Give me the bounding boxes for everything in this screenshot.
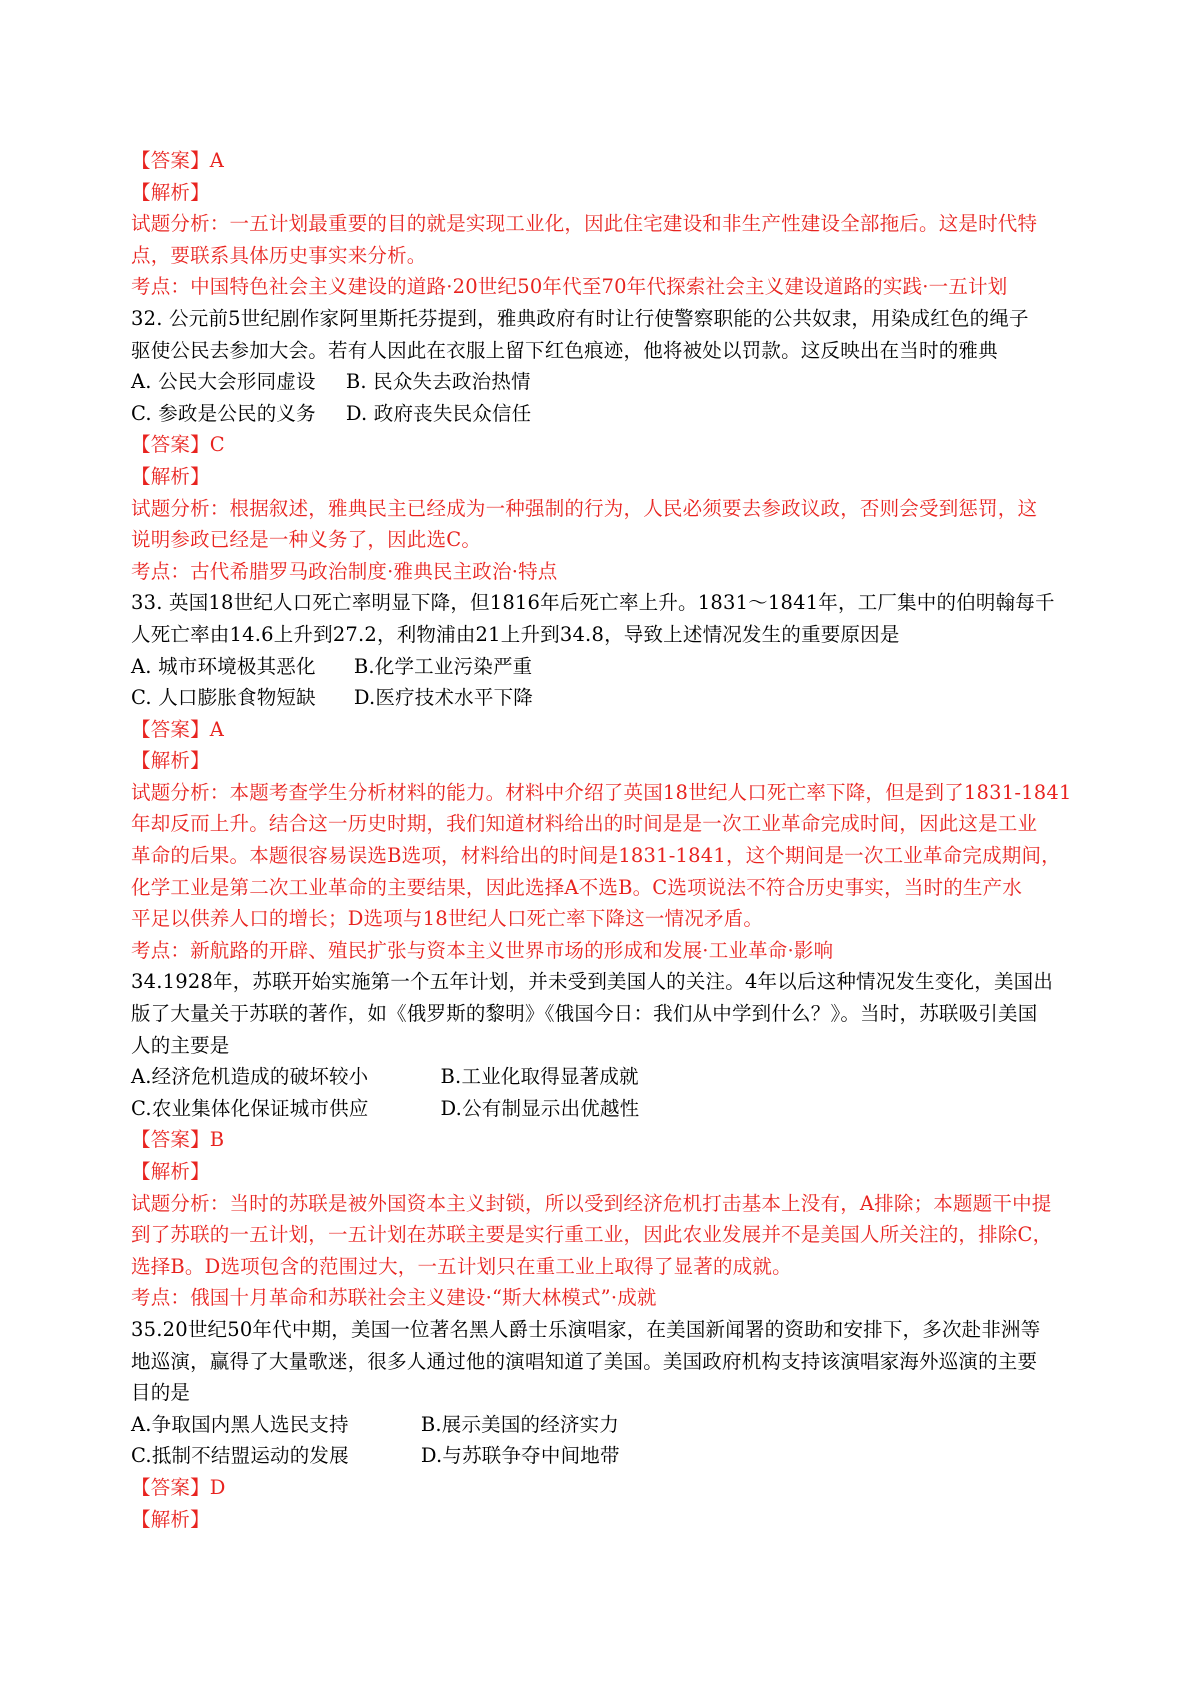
analysis-header: 【解析】 — [131, 1507, 210, 1531]
answer-options-row — [131, 682, 1091, 714]
analysis-text-line: 点，要联系具体历史事实来分析。 — [131, 243, 427, 267]
option-item: A.争取国内黑人选民支持 — [131, 1412, 349, 1436]
knowledge-point: 考点：中国特色社会主义建设的道路·20世纪50年代至70年代探索社会主义建设道路的实践·一五计划 — [131, 275, 1008, 299]
question-stem-line: 目的是 — [131, 1381, 191, 1405]
option-item: B.工业化取得显著成就 — [440, 1065, 639, 1089]
option-item: C.抵制不结盟运动的发展 — [131, 1444, 349, 1468]
option-item: B.化学工业污染严重 — [353, 654, 533, 678]
answer-options-row — [131, 1093, 1091, 1125]
analysis-header: 【解析】 — [131, 749, 210, 773]
knowledge-point: 考点：新航路的开辟、殖民扩张与资本主义世界市场的形成和发展·工业革命·影响 — [131, 938, 834, 962]
analysis-text-line: 到了苏联的一五计划，一五计划在苏联主要是实行重工业，因此农业发展并不是美国人所关注的，排除C， — [131, 1223, 1053, 1247]
question-stem-line: 33. 英国18世纪人口死亡率明显下降，但1816年后死亡率上升。1831～1841年，工厂集中的伯明翰每千 — [131, 591, 1055, 615]
option-item: C. 人口膨胀食物短缺 — [131, 686, 316, 710]
knowledge-point: 考点：古代希腊罗马政治制度·雅典民主政治·特点 — [131, 559, 558, 583]
analysis-text-line: 说明参政已经是一种义务了，因此选C。 — [131, 528, 482, 552]
analysis-header: 【解析】 — [131, 180, 210, 204]
knowledge-point: 考点：俄国十月革命和苏联社会主义建设·“斯大林模式”·成就 — [131, 1286, 657, 1310]
answer-options-row — [131, 366, 1091, 398]
option-item: D.与苏联争夺中间地带 — [420, 1444, 620, 1468]
analysis-text-line: 平足以供养人口的增长；D选项与18世纪人口死亡率下降这一情况矛盾。 — [131, 907, 764, 931]
answer-options-row — [131, 398, 1091, 430]
answer-label: 【答案】D — [131, 1475, 226, 1499]
question-stem-line: 地巡演，赢得了大量歌迷，很多人通过他的演唱知道了美国。美国政府机构支持该演唱家海外巡演的主要 — [131, 1349, 1038, 1373]
answer-options-row — [131, 1440, 1091, 1472]
analysis-text-line: 革命的后果。本题很容易误选B选项，材料给出的时间是1831-1841，这个期间是一次工业革命完成期间， — [131, 844, 1061, 868]
option-item: D.医疗技术水平下降 — [353, 686, 533, 710]
question-stem-line: 34.1928年，苏联开始实施第一个五年计划，并未受到美国人的关注。4年以后这种情况发生变化，美国出 — [131, 970, 1054, 994]
document-content — [131, 145, 1091, 1535]
analysis-text-line: 年却反而上升。结合这一历史时期，我们知道材料给出的时间是是一次工业革命完成时间，因此这是工业 — [131, 812, 1038, 836]
analysis-text-line: 选择B。D选项包含的范围过大，一五计划只在重工业上取得了显著的成就。 — [131, 1254, 792, 1278]
answer-label: 【答案】C — [131, 433, 225, 457]
analysis-text-line: 化学工业是第二次工业革命的主要结果，因此选择A不选B。C选项说法不符合历史事实，当时的生产水 — [131, 875, 1023, 899]
question-stem-line: 人的主要是 — [131, 1033, 230, 1057]
answer-options-row — [131, 651, 1091, 683]
answer-label: 【答案】B — [131, 1128, 225, 1152]
analysis-text-line: 试题分析：根据叙述，雅典民主已经成为一种强制的行为，人民必须要去参政议政，否则会受到惩罚，这 — [131, 496, 1038, 520]
analysis-text-line: 试题分析：本题考查学生分析材料的能力。材料中介绍了英国18世纪人口死亡率下降，但是到了1831-1841 — [131, 780, 1072, 804]
option-item: A.经济危机造成的破坏较小 — [131, 1065, 369, 1089]
option-item: B.展示美国的经济实力 — [420, 1412, 620, 1436]
answer-label: 【答案】A — [131, 149, 225, 172]
option-item: D.公有制显示出优越性 — [440, 1096, 640, 1120]
answer-label: 【答案】A — [131, 717, 225, 741]
analysis-text-line: 试题分析：一五计划最重要的目的就是实现工业化，因此住宅建设和非生产性建设全部拖后。这是时代特 — [131, 212, 1038, 236]
answer-options-row — [131, 1409, 1091, 1441]
option-item: B. 民众失去政治热情 — [345, 370, 531, 394]
analysis-header: 【解析】 — [131, 1160, 210, 1183]
analysis-text-line: 试题分析：当时的苏联是被外国资本主义封锁，所以受到经济危机打击基本上没有，A排除；本题题干中提 — [131, 1191, 1052, 1215]
question-stem-line: 人死亡率由14.6上升到27.2，利物浦由21上升到34.8，导致上述情况发生的重要原因是 — [131, 622, 900, 646]
question-stem-line: 版了大量关于苏联的著作，如《俄罗斯的黎明》《俄国今日：我们从中学到什么？》。当时，苏联吸引美国 — [131, 1002, 1038, 1026]
option-item: A. 城市环境极其恶化 — [131, 654, 316, 678]
answer-options-row — [131, 1061, 1091, 1093]
analysis-header: 【解析】 — [131, 464, 210, 488]
option-item: D. 政府丧失民众信任 — [345, 401, 532, 425]
option-item: C. 参政是公民的义务 — [131, 401, 316, 425]
question-stem-line: 32. 公元前5世纪剧作家阿里斯托芬提到，雅典政府有时让行使警察职能的公共奴隶，用染成红色的绳子 — [131, 306, 1029, 330]
option-item: A. 公民大会形同虚设 — [131, 370, 316, 394]
question-stem-line: 驱使公民去参加大会。若有人因此在衣服上留下红色痕迹，他将被处以罚款。这反映出在当时的雅典 — [131, 338, 998, 362]
option-item: C.农业集体化保证城市供应 — [131, 1096, 369, 1120]
question-stem-line: 35.20世纪50年代中期，美国一位著名黑人爵士乐演唱家，在美国新闻署的资助和安排下，多次赴非洲等 — [131, 1317, 1041, 1341]
